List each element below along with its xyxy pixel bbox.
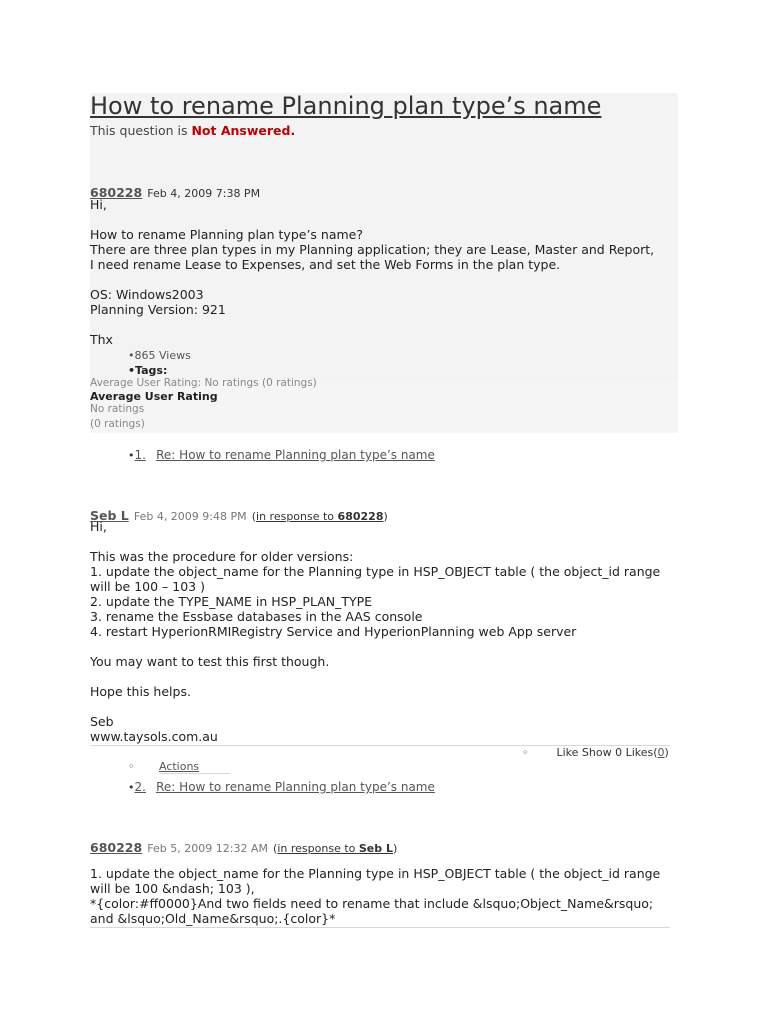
tags-item: •Tags:	[128, 364, 168, 377]
reply-author-link[interactable]: Seb L	[90, 508, 129, 523]
question-author-link[interactable]: 680228	[90, 185, 143, 200]
in-response-link[interactable]: in response to 680228	[256, 510, 384, 523]
in-response-link[interactable]: in response to Seb L	[277, 842, 393, 855]
rating-count: (0 ratings)	[90, 418, 145, 430]
reply-author-link[interactable]: 680228	[90, 840, 143, 855]
rating-value: No ratings	[90, 403, 145, 415]
actions-menu[interactable]: Actions	[158, 760, 200, 773]
divider	[160, 773, 230, 774]
in-response-to: (in response to Seb L)	[273, 842, 398, 855]
status-badge: Not Answered.	[191, 123, 296, 138]
rating-heading: Average User Rating	[90, 390, 218, 403]
reply-body: Hi, This was the procedure for older versions: 1. update the object_name for the Planning type in HSP_OBJECT table ( the object_id range will be 100 – 103 ) 2. update the TYPE_NAME in HSP_PLAN_TYPE 3. rename the Essbase databases in the AAS console 4. restart HyperionRMIRegistry Service and HyperionPlanning web App server You may want to test this first though. Hope this helps. Seb www.taysols.com.au	[90, 519, 661, 744]
reply-link-item: •2. Re: How to rename Planning plan type’s name	[128, 780, 435, 794]
reply-link[interactable]: Re: How to rename Planning plan type’s name	[156, 448, 435, 462]
reply-body: 1. update the object_name for the Planning type in HSP_OBJECT table ( the object_id range will be 100 &ndash; 103 ), *{color:#ff0000}And two fields need to rename that include &lsquo;Object_Name&rsquo; and &lsquo;Old_Name&rsquo;.{color}*	[90, 866, 661, 926]
reply-number[interactable]: 1.	[134, 448, 146, 462]
reply-link-item: •1. Re: How to rename Planning plan type’s name	[128, 448, 435, 462]
reply-number[interactable]: 2.	[134, 780, 146, 794]
question-date: Feb 4, 2009 7:38 PM	[147, 187, 261, 200]
divider	[90, 927, 670, 928]
page-title: How to rename Planning plan type’s name	[90, 92, 602, 120]
question-status: This question is Not Answered.	[90, 123, 296, 138]
in-response-to: (in response to 680228)	[251, 510, 388, 523]
bullet-circle-icon: ◦	[522, 746, 529, 759]
reply-date: Feb 5, 2009 12:32 AM	[147, 842, 268, 855]
views-item: •865 Views	[128, 349, 191, 362]
like-button[interactable]: Like Show 0 Likes(	[556, 746, 658, 759]
actions-item	[128, 760, 199, 773]
reply-header	[90, 837, 397, 856]
question-body: Hi, How to rename Planning plan type’s name? There are three plan types in my Planning application; they are Lease, Master and Report, I need rename Lease to Expenses, and set the Web Forms in the plan type. OS: Windows2003 Planning Version: 921 Thx	[90, 197, 655, 347]
like-bar: ◦ Like Show 0 Likes(0)	[522, 746, 669, 759]
bullet-circle-icon: ◦	[128, 760, 135, 773]
reply-link[interactable]: Re: How to rename Planning plan type’s name	[156, 780, 435, 794]
like-count[interactable]: 0	[657, 746, 665, 759]
reply-date: Feb 4, 2009 9:48 PM	[133, 510, 247, 523]
rating-summary: Average User Rating: No ratings (0 ratings)	[90, 377, 317, 389]
